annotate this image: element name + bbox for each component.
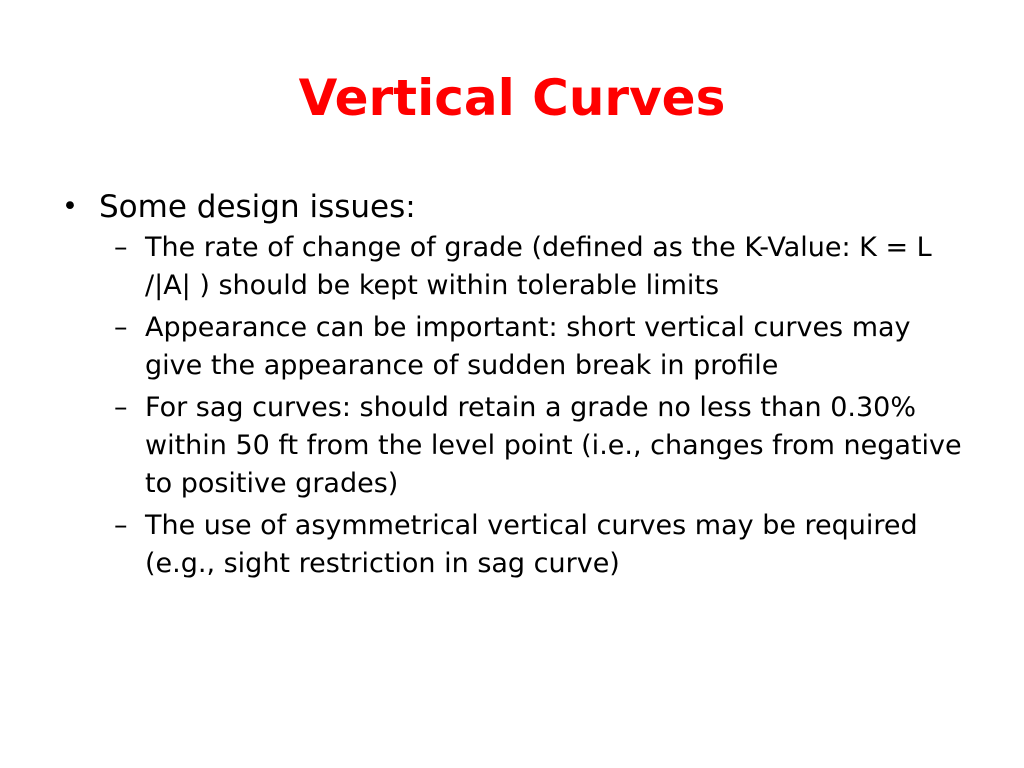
bullet-text: Some design issues:	[99, 189, 416, 225]
sub-point	[62, 309, 962, 385]
sub-point-text: Appearance can be important: short vertical curves may give the appearance of sudden break in profile	[145, 312, 911, 381]
dash-icon: –	[114, 312, 128, 343]
sub-point-text: The rate of change of grade (defined as the K-Value: K = L /|A| ) should be kept within tolerable limits	[145, 232, 932, 301]
bullet-icon: •	[62, 191, 78, 222]
dash-icon: –	[114, 510, 128, 541]
bullet-point	[62, 185, 962, 229]
dash-icon: –	[114, 232, 128, 263]
sub-point-list	[62, 229, 962, 583]
slide-body	[62, 185, 962, 587]
sub-point-text: The use of asymmetrical vertical curves may be required (e.g., sight restriction in sag curve)	[145, 510, 918, 579]
sub-point-text: For sag curves: should retain a grade no less than 0.30% within 50 ft from the level point (i.e., changes from negative to positive grades)	[145, 392, 962, 499]
dash-icon: –	[114, 392, 128, 423]
sub-point	[62, 389, 962, 503]
slide-title: Vertical Curves	[298, 69, 726, 127]
sub-point	[62, 507, 962, 583]
sub-point	[62, 229, 962, 305]
